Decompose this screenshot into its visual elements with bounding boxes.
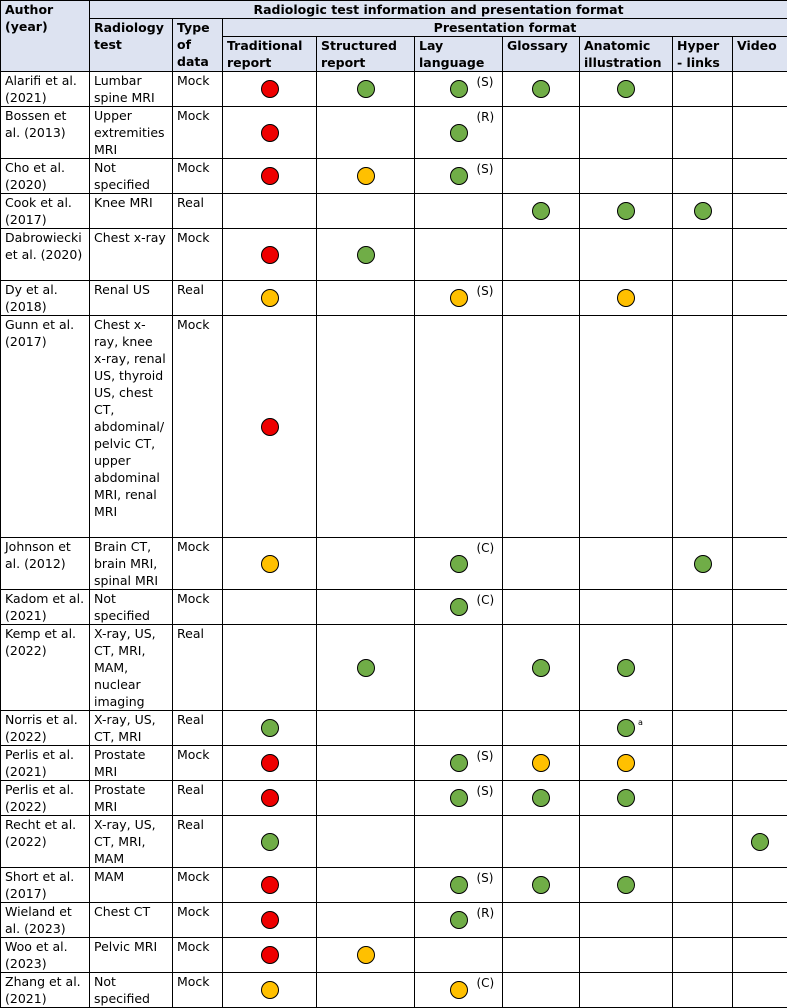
cell-lay — [415, 72, 503, 107]
cell-author: Zhang et al. (2021) — [1, 973, 90, 1008]
cell-type: Mock — [173, 590, 223, 625]
cell-hyperlinks — [673, 229, 733, 281]
cell-hyperlinks — [673, 625, 733, 711]
cell-lay — [415, 590, 503, 625]
cell-anatomic — [580, 590, 673, 625]
cell-type: Mock — [173, 107, 223, 159]
cell-anatomic — [580, 72, 673, 107]
cell-structured — [317, 938, 415, 973]
cell-anatomic — [580, 229, 673, 281]
cell-anatomic — [580, 816, 673, 868]
cell-author: Dabrowiecki et al. (2020) — [1, 229, 90, 281]
cell-video — [733, 159, 787, 194]
cell-hyperlinks — [673, 590, 733, 625]
green-circle-icon — [261, 719, 279, 737]
cell-structured — [317, 781, 415, 816]
green-circle-icon — [357, 659, 375, 677]
green-circle-icon — [532, 659, 550, 677]
cell-anatomic — [580, 973, 673, 1008]
cell-lay — [415, 781, 503, 816]
group-title: Radiologic test information and presentation format — [90, 1, 787, 19]
cell-traditional — [223, 538, 317, 590]
cell-lay — [415, 903, 503, 938]
yellow-circle-icon — [617, 754, 635, 772]
cell-author: Wieland et al. (2023) — [1, 903, 90, 938]
cell-lay — [415, 316, 503, 538]
cell-glossary — [503, 625, 580, 711]
cell-test: Upper extremities MRI — [90, 107, 173, 159]
cell-glossary — [503, 816, 580, 868]
cell-author: Recht et al. (2022) — [1, 816, 90, 868]
cell-traditional — [223, 903, 317, 938]
cell-anatomic — [580, 868, 673, 903]
cell-type: Mock — [173, 538, 223, 590]
cell-video — [733, 281, 787, 316]
red-circle-icon — [261, 246, 279, 264]
cell-glossary — [503, 194, 580, 229]
cell-lay — [415, 868, 503, 903]
cell-type: Mock — [173, 316, 223, 538]
cell-test: Not specified — [90, 159, 173, 194]
cell-type: Mock — [173, 72, 223, 107]
cell-type: Real — [173, 711, 223, 746]
cell-structured — [317, 538, 415, 590]
lay-language-note: (S) — [477, 783, 494, 800]
green-circle-icon — [357, 246, 375, 264]
cell-type: Mock — [173, 903, 223, 938]
red-circle-icon — [261, 80, 279, 98]
cell-type: Mock — [173, 746, 223, 781]
cell-lay — [415, 711, 503, 746]
cell-hyperlinks — [673, 973, 733, 1008]
cell-test: Prostate MRI — [90, 746, 173, 781]
cell-anatomic — [580, 711, 673, 746]
cell-traditional — [223, 938, 317, 973]
yellow-circle-icon — [357, 167, 375, 185]
cell-author: Perlis et al. (2021) — [1, 746, 90, 781]
cell-glossary — [503, 973, 580, 1008]
cell-anatomic — [580, 159, 673, 194]
cell-video — [733, 107, 787, 159]
cell-structured — [317, 316, 415, 538]
lay-language-note: (S) — [477, 870, 494, 887]
cell-test: Not specified — [90, 973, 173, 1008]
cell-video — [733, 973, 787, 1008]
lay-language-note: (S) — [477, 748, 494, 765]
cell-structured — [317, 281, 415, 316]
cell-anatomic — [580, 194, 673, 229]
green-circle-icon — [694, 202, 712, 220]
cell-traditional — [223, 973, 317, 1008]
format-header-structured: Structured report — [317, 37, 415, 72]
cell-author: Bossen et al. (2013) — [1, 107, 90, 159]
table-row — [1, 781, 787, 816]
cell-lay — [415, 816, 503, 868]
lay-language-note: (C) — [477, 540, 495, 557]
cell-structured — [317, 868, 415, 903]
yellow-circle-icon — [261, 289, 279, 307]
lay-language-note: (R) — [477, 905, 495, 922]
yellow-circle-icon — [617, 289, 635, 307]
cell-anatomic — [580, 107, 673, 159]
green-circle-icon — [532, 789, 550, 807]
cell-structured — [317, 159, 415, 194]
cell-type: Mock — [173, 229, 223, 281]
cell-glossary — [503, 781, 580, 816]
cell-traditional — [223, 229, 317, 281]
table-row — [1, 746, 787, 781]
radiology-test-header: Radiology test — [90, 19, 173, 72]
cell-video — [733, 903, 787, 938]
cell-test: Chest x-ray, knee x-ray, renal US, thyroid US, chest CT, abdominal/ pelvic CT, upper abdominal MRI, renal MRI — [90, 316, 173, 538]
yellow-circle-icon — [261, 555, 279, 573]
cell-structured — [317, 711, 415, 746]
red-circle-icon — [261, 418, 279, 436]
cell-author: Norris et al. (2022) — [1, 711, 90, 746]
yellow-circle-icon — [357, 946, 375, 964]
table-row — [1, 711, 787, 746]
cell-anatomic — [580, 538, 673, 590]
cell-video — [733, 316, 787, 538]
green-circle-icon — [450, 167, 468, 185]
cell-test: X-ray, US, CT, MRI, MAM, nuclear imaging — [90, 625, 173, 711]
cell-video — [733, 625, 787, 711]
green-circle-icon — [532, 202, 550, 220]
cell-hyperlinks — [673, 938, 733, 973]
cell-type: Real — [173, 816, 223, 868]
green-circle-icon — [450, 598, 468, 616]
cell-type: Real — [173, 625, 223, 711]
cell-glossary — [503, 746, 580, 781]
cell-glossary — [503, 711, 580, 746]
cell-lay — [415, 194, 503, 229]
cell-hyperlinks — [673, 194, 733, 229]
cell-author: Kemp et al. (2022) — [1, 625, 90, 711]
cell-structured — [317, 746, 415, 781]
cell-type: Real — [173, 194, 223, 229]
cell-traditional — [223, 590, 317, 625]
cell-glossary — [503, 938, 580, 973]
cell-hyperlinks — [673, 159, 733, 194]
cell-structured — [317, 903, 415, 938]
cell-type: Real — [173, 281, 223, 316]
cell-author: Cho et al. (2020) — [1, 159, 90, 194]
cell-test: Renal US — [90, 281, 173, 316]
cell-anatomic — [580, 281, 673, 316]
green-circle-icon — [532, 876, 550, 894]
cell-glossary — [503, 107, 580, 159]
cell-hyperlinks — [673, 781, 733, 816]
cell-hyperlinks — [673, 538, 733, 590]
cell-video — [733, 816, 787, 868]
cell-video — [733, 229, 787, 281]
cell-hyperlinks — [673, 316, 733, 538]
cell-traditional — [223, 816, 317, 868]
red-circle-icon — [261, 124, 279, 142]
red-circle-icon — [261, 754, 279, 772]
cell-traditional — [223, 281, 317, 316]
cell-traditional — [223, 159, 317, 194]
cell-video — [733, 194, 787, 229]
table-row — [1, 625, 787, 711]
cell-traditional — [223, 746, 317, 781]
table-row — [1, 816, 787, 868]
format-header-traditional: Traditional report — [223, 37, 317, 72]
cell-traditional — [223, 781, 317, 816]
cell-lay — [415, 625, 503, 711]
cell-test: X-ray, US, CT, MRI, MAM — [90, 816, 173, 868]
cell-author: Alarifi et al. (2021) — [1, 72, 90, 107]
cell-test: Lumbar spine MRI — [90, 72, 173, 107]
cell-video — [733, 746, 787, 781]
red-circle-icon — [261, 167, 279, 185]
table-body — [1, 72, 787, 1008]
lay-language-note: (R) — [477, 109, 495, 126]
table-row — [1, 194, 787, 229]
cell-test: Knee MRI — [90, 194, 173, 229]
cell-video — [733, 781, 787, 816]
table-row — [1, 590, 787, 625]
green-circle-icon — [617, 789, 635, 807]
cell-video — [733, 868, 787, 903]
cell-test: Chest x-ray — [90, 229, 173, 281]
cell-anatomic — [580, 903, 673, 938]
table-row — [1, 903, 787, 938]
cell-structured — [317, 229, 415, 281]
table-row — [1, 316, 787, 538]
type-of-data-header: Type of data — [173, 19, 223, 72]
cell-hyperlinks — [673, 107, 733, 159]
cell-test: X-ray, US, CT, MRI — [90, 711, 173, 746]
cell-test: Not specified — [90, 590, 173, 625]
cell-traditional — [223, 316, 317, 538]
red-circle-icon — [261, 876, 279, 894]
green-circle-icon — [450, 124, 468, 142]
cell-lay — [415, 159, 503, 194]
cell-type: Mock — [173, 973, 223, 1008]
table-row — [1, 868, 787, 903]
cell-traditional — [223, 72, 317, 107]
red-circle-icon — [261, 946, 279, 964]
cell-hyperlinks — [673, 72, 733, 107]
red-circle-icon — [261, 911, 279, 929]
cell-hyperlinks — [673, 816, 733, 868]
green-circle-icon — [532, 80, 550, 98]
table-row — [1, 538, 787, 590]
cell-test: Pelvic MRI — [90, 938, 173, 973]
green-circle-icon — [357, 80, 375, 98]
green-circle-icon — [450, 876, 468, 894]
cell-lay — [415, 938, 503, 973]
green-circle-icon — [617, 876, 635, 894]
author-header: Author (year) — [1, 1, 90, 72]
cell-author: Kadom et al. (2021) — [1, 590, 90, 625]
yellow-circle-icon — [261, 981, 279, 999]
green-circle-icon — [617, 659, 635, 677]
cell-test: Prostate MRI — [90, 781, 173, 816]
table-row — [1, 973, 787, 1008]
yellow-circle-icon — [450, 289, 468, 307]
cell-traditional — [223, 194, 317, 229]
cell-author: Perlis et al. (2022) — [1, 781, 90, 816]
green-circle-icon — [694, 555, 712, 573]
cell-anatomic — [580, 316, 673, 538]
lay-language-note: (C) — [477, 975, 495, 992]
cell-test: Brain CT, brain MRI, spinal MRI — [90, 538, 173, 590]
cell-video — [733, 538, 787, 590]
cell-hyperlinks — [673, 868, 733, 903]
cell-type: Mock — [173, 159, 223, 194]
footnote-marker: a — [638, 714, 643, 731]
cell-author: Woo et al. (2023) — [1, 938, 90, 973]
green-circle-icon — [450, 80, 468, 98]
format-header-glossary: Glossary — [503, 37, 580, 72]
lay-language-note: (C) — [477, 592, 495, 609]
green-circle-icon — [450, 911, 468, 929]
table-row — [1, 938, 787, 973]
cell-glossary — [503, 281, 580, 316]
cell-lay — [415, 107, 503, 159]
cell-glossary — [503, 72, 580, 107]
cell-traditional — [223, 625, 317, 711]
cell-glossary — [503, 538, 580, 590]
green-circle-icon — [617, 80, 635, 98]
cell-hyperlinks — [673, 746, 733, 781]
cell-structured — [317, 816, 415, 868]
cell-glossary — [503, 590, 580, 625]
table-row — [1, 159, 787, 194]
lay-language-note: (S) — [477, 283, 494, 300]
cell-traditional — [223, 107, 317, 159]
cell-anatomic — [580, 746, 673, 781]
cell-author: Johnson et al. (2012) — [1, 538, 90, 590]
yellow-circle-icon — [532, 754, 550, 772]
cell-glossary — [503, 159, 580, 194]
cell-lay — [415, 229, 503, 281]
cell-video — [733, 938, 787, 973]
cell-traditional — [223, 711, 317, 746]
cell-test: MAM — [90, 868, 173, 903]
cell-video — [733, 590, 787, 625]
table-row — [1, 281, 787, 316]
cell-author: Cook et al. (2017) — [1, 194, 90, 229]
cell-lay — [415, 281, 503, 316]
cell-traditional — [223, 868, 317, 903]
cell-hyperlinks — [673, 711, 733, 746]
cell-structured — [317, 973, 415, 1008]
cell-lay — [415, 538, 503, 590]
cell-structured — [317, 194, 415, 229]
format-header-hyperlinks: Hyper - links — [673, 37, 733, 72]
lay-language-note: (S) — [477, 161, 494, 178]
red-circle-icon — [261, 789, 279, 807]
green-circle-icon — [450, 754, 468, 772]
table-row — [1, 229, 787, 281]
cell-lay — [415, 973, 503, 1008]
cell-test: Chest CT — [90, 903, 173, 938]
cell-structured — [317, 107, 415, 159]
green-circle-icon — [617, 202, 635, 220]
format-header-video: Video — [733, 37, 787, 72]
lay-language-note: (S) — [477, 74, 494, 91]
table-row — [1, 107, 787, 159]
cell-video — [733, 711, 787, 746]
cell-author: Short et al. (2017) — [1, 868, 90, 903]
cell-type: Mock — [173, 868, 223, 903]
cell-hyperlinks — [673, 903, 733, 938]
format-header-lay: Lay language — [415, 37, 503, 72]
green-circle-icon — [617, 719, 635, 737]
green-circle-icon — [450, 789, 468, 807]
table-row — [1, 72, 787, 107]
cell-anatomic — [580, 938, 673, 973]
cell-structured — [317, 72, 415, 107]
cell-glossary — [503, 868, 580, 903]
cell-anatomic — [580, 625, 673, 711]
cell-glossary — [503, 229, 580, 281]
cell-hyperlinks — [673, 281, 733, 316]
green-circle-icon — [261, 833, 279, 851]
cell-anatomic — [580, 781, 673, 816]
cell-type: Real — [173, 781, 223, 816]
cell-lay — [415, 746, 503, 781]
cell-glossary — [503, 903, 580, 938]
format-header-anatomic: Anatomic illustration — [580, 37, 673, 72]
green-circle-icon — [450, 555, 468, 573]
cell-author: Gunn et al. (2017) — [1, 316, 90, 538]
cell-glossary — [503, 316, 580, 538]
cell-type: Mock — [173, 938, 223, 973]
yellow-circle-icon — [450, 981, 468, 999]
cell-author: Dy et al. (2018) — [1, 281, 90, 316]
green-circle-icon — [751, 833, 769, 851]
cell-structured — [317, 625, 415, 711]
cell-structured — [317, 590, 415, 625]
presentation-format-header: Presentation format — [223, 19, 787, 37]
cell-video — [733, 72, 787, 107]
